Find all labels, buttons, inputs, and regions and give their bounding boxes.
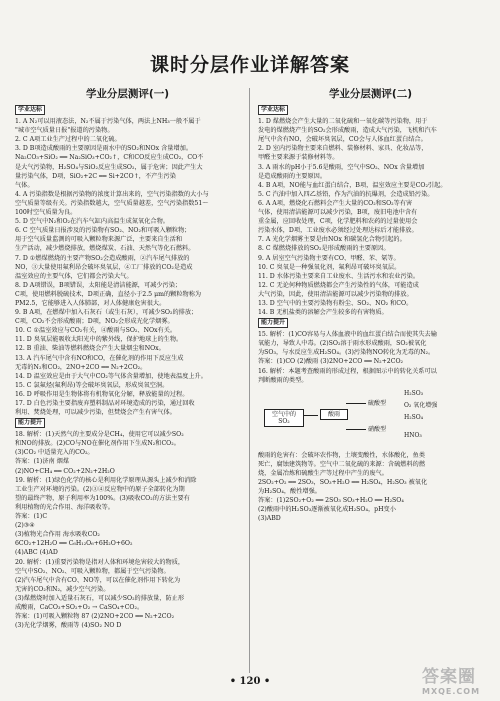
left-tag-advanced: 能力提升 bbox=[15, 418, 45, 428]
answer-line: 14. D 温室效应是由于大气中CO₂等气体含量增加，使地表温度上升。 bbox=[15, 372, 207, 380]
answer-line: 用于空气质量监测的可吸入颗粒物来源广泛，主要来自生活和 bbox=[15, 236, 183, 244]
answer-line: 7. A 光化学烟雾主要是由NOx 和碳氢化合物引起的。 bbox=[258, 236, 406, 244]
answer-line: 烧，金属冶炼和硫酸生产等过程中产生的废气。 bbox=[258, 469, 388, 477]
right-section-title: 学业分层测评(二) bbox=[328, 88, 413, 100]
diagram-h2so4: H₂SO₄ bbox=[404, 413, 424, 421]
answer-line: 100时空气质量为良。 bbox=[15, 209, 77, 217]
diagram-arrow-1 bbox=[304, 415, 318, 416]
answer-line: 13. D 空气中的主要污染物有粉尘、SO₂、NO₂ 和CO。 bbox=[258, 299, 413, 307]
page-number: • 120 • bbox=[229, 676, 271, 687]
diagram-hno3: HNO₃ bbox=[404, 431, 422, 439]
right-advanced-answers-cont bbox=[258, 451, 483, 524]
answer-line: (2)汽车尾气中含有CO、NO等，可以在催化剂作用下转化为 bbox=[15, 576, 181, 584]
left-advanced-answers bbox=[15, 430, 240, 630]
answer-line: 15. C 氯氟烃(氟利昂)等会破坏臭氧层，形成臭氧空洞。 bbox=[15, 381, 169, 389]
diagram-box-acid-rain: 酸雨 bbox=[320, 409, 348, 420]
answer-line: 3. A 雨水的pH小于5.6是酸雨，空气中SO₂、NOx 含量增加 bbox=[258, 163, 425, 171]
answer-line: 尾气中含有NO，会破坏臭氧层，CO会与人体血红蛋白结合。 bbox=[258, 136, 427, 144]
answer-line: 2SO₂+O₂ ══ 2SO₃，SO₃+H₂O ══ H₂SO₄，H₂SO₃ 被氧化 bbox=[258, 479, 428, 486]
answer-line: 利用、焚烧处理，可以减少污染，但焚烧会产生有害气体。 bbox=[15, 409, 176, 417]
right-answers bbox=[258, 117, 483, 317]
answer-line: 15. 解析：(1)CO容易与人体血液中的血红蛋白结合而使其失去输 bbox=[258, 331, 437, 339]
left-tag-basic: 学业达标 bbox=[15, 105, 45, 115]
answer-line: 13. A 汽车尾气中含有NO和CO，在催化剂的作用下反应生成 bbox=[15, 354, 184, 362]
answer-line: 答案：(1)C bbox=[15, 513, 48, 521]
answer-line: 成酸雨，CaCO₃+SO₂+O₂ → CaSO₄+CO₂。 bbox=[15, 603, 144, 611]
answer-line: 20. 解析：(1)重要污染物是指对人体和环境危害较大的物质， bbox=[15, 558, 185, 566]
answer-line: 17. D 白色污染主要指废弃塑料制品对环境造成的污染，通过回收 bbox=[15, 400, 195, 407]
answer-line: 无毒的N₂和CO₂，2NO+2CO ══ N₂+2CO₂。 bbox=[15, 363, 147, 371]
answer-line: 答案：(1)2SO₂+O₂ ══ 2SO₃ SO₃+H₂O ══ H₂SO₄ bbox=[258, 497, 404, 505]
answer-line: 量污染气体，D项，SiO₂+2C ══ Si+2CO↑，不产生污染 bbox=[15, 172, 176, 180]
column-divider bbox=[249, 88, 250, 673]
answer-line: 2. D 室内污染物主要来自燃料、装修材料、家具、化妆品等， bbox=[258, 145, 428, 153]
diagram-label-nitrate: 硝酸型 bbox=[368, 425, 387, 433]
answer-line: (3)ABD bbox=[258, 515, 281, 523]
answer-line: 空气中SO₂、NO₂、可吸入颗粒物，都属于空气污染物。 bbox=[15, 567, 170, 575]
answer-line: 16. 解析：本题考查酸雨的形成过程，根据图示中的转化关系可以 bbox=[258, 367, 437, 375]
answer-line: 12. C 无论何种物质燃烧都会产生污染性的气体，可能造成 bbox=[258, 281, 419, 289]
right-column bbox=[258, 90, 483, 523]
answer-line: 6. A A项，燃烧化石燃料会产生大量的CO₂和SO₂等有害 bbox=[258, 199, 413, 207]
answer-line: 8. D A项错误，B项错误，太阳能是清洁能源，可减少污染； bbox=[15, 281, 182, 289]
answer-line: 利用植物的光合作用、海洋吸收等。 bbox=[15, 503, 114, 511]
diagram-box-air: 空气中的 SO₂ bbox=[264, 409, 304, 427]
answer-line: 死亡，腐蚀建筑物等。空气中二氧化硫的来源：含硫燃料的燃 bbox=[258, 460, 426, 468]
answer-line: 污染水体，D项，工业废水必须经过处理达标后才能排放。 bbox=[258, 227, 418, 235]
answer-line: 1. D 煤燃烧会产生大量的二氧化硫和一氧化碳等污染物，用于 bbox=[258, 118, 428, 126]
answer-line: 生产活动，减少燃烧排放，燃烧煤炭、石油、天然气等化石燃料。 bbox=[15, 245, 195, 253]
answer-line: 为H₂SO₄，酸性增强。 bbox=[258, 488, 321, 496]
acid-rain-diagram bbox=[264, 389, 474, 447]
answer-line: 9. A 居室空气污染物主要有CO、甲醛、苯、氡等。 bbox=[258, 254, 400, 262]
answer-line: (2)③④ bbox=[15, 522, 35, 530]
answer-line: 19. 解析：(1)绿色化学的核心是利用化学原理从源头上减少和消除 bbox=[15, 476, 197, 484]
answer-line: (4)ABC (4)AD bbox=[15, 549, 58, 557]
answer-line: (3)CO₂ 中适量充入的CO₂。 bbox=[15, 449, 94, 457]
answer-line: 18. 解析：(1)天然气的主要成分是CH₄，使用它可以减少SO₂ bbox=[15, 431, 184, 439]
answer-line: 气体，使用清洁能源可以减少污染，B项，废旧电池中含有 bbox=[258, 209, 418, 217]
answer-line: 无害的CO₂和N₂，减少空气污染。 bbox=[15, 585, 110, 593]
answer-line: C项，CO₂不会形成酸雨；D项，NO₂会形成光化学烟雾。 bbox=[15, 318, 174, 326]
answer-line: (3)煤燃烧时加入适量石灰石，可以减少SO₂的排放量，防止形 bbox=[15, 594, 185, 602]
answer-line: (2)酸雨中的H₂SO₃逐渐被氧化成H₂SO₄，pH变小 bbox=[258, 506, 396, 514]
answer-line: 甲醛主要来源于装修材料等。 bbox=[258, 154, 339, 162]
answer-line: 重金属，应回收处理，C项，化学肥料和农药的过量使用会 bbox=[258, 218, 418, 226]
answer-line: 大气污染，因此，使用清洁能源可以减少污染物的排放。 bbox=[258, 290, 413, 298]
answer-line: 答案：(1)可吸入颗粒物 87 (2)2NO+2CO ══ N₂+2CO₂ bbox=[15, 613, 175, 621]
answer-line: 6. C 空气质量日报涉及的污染物有SO₂、NO₂和可吸入颗粒物； bbox=[15, 227, 191, 235]
answer-line: NO，③大量使用氟利昂会破坏臭氧层，④工厂排放的CO₂是造成 bbox=[15, 263, 193, 271]
site-watermark-logo bbox=[422, 662, 494, 696]
answer-line: 为SO₃，与水反应生成H₂SO₄。(3)污染物NO转化为无毒的N₂。 bbox=[258, 349, 435, 357]
answer-line: 10. C 臭氧是一种强氧化剂，氟利昂可破坏臭氧层。 bbox=[258, 263, 401, 271]
watermark-text: 答案圈 bbox=[422, 667, 476, 687]
diagram-oxidation: O₂ 氧化增强 bbox=[404, 401, 438, 409]
answer-line: 答案：(1)济南 烟煤 bbox=[15, 458, 70, 466]
diagram-arrow-down bbox=[346, 429, 366, 430]
answer-line: 答案：(1)CO (2)酸雨 (3)2NO+2CO ══ N₂+2CO₂ bbox=[258, 358, 404, 366]
diagram-label-sulfur: 硫酸型 bbox=[368, 399, 387, 407]
answer-line: 酸雨的危害有：会破坏农作物，土壤变酸性，水体酸化，鱼类 bbox=[258, 451, 426, 459]
answer-line: "城市空气质量日报"报道的污染物。 bbox=[15, 127, 114, 135]
answer-line: 8. C 煤燃烧排放的SO₂是形成酸雨的主要原因。 bbox=[258, 245, 390, 253]
answer-line: C项，使用燃料脱硫技术，D项正确，直径小于2.5 μm的颗粒物称为 bbox=[15, 290, 202, 298]
answer-line: 1. A N₂可以用液态法，N₂不属于污染气体，两法上NH₃一般不属于 bbox=[15, 118, 201, 126]
answer-line: 6CO₂+12H₂O ══ C₆H₁₂O₆+6H₂O+6O₂ bbox=[15, 540, 133, 548]
left-section-title: 学业分层测评(一) bbox=[85, 88, 170, 100]
left-column bbox=[15, 90, 240, 630]
answer-line: 和NO的排放。(2)CO与NO在催化剂作用下生成N₂和CO₂。 bbox=[15, 440, 180, 448]
answer-line: PM2.5，它能够进入人体肺部，对人体健康危害很大。 bbox=[15, 299, 166, 307]
answer-line: 气体。 bbox=[15, 181, 34, 189]
answer-line: 工业生产对环境的污染。(2)③④反应物中的原子全部转化为期 bbox=[15, 485, 185, 493]
answer-line: 7. D ①燃煤燃烧的主要产物SO₂会造成酸雨，②汽车尾气排放的 bbox=[15, 254, 190, 262]
answer-line: 是大气污染物，H₂SO₄与SiO₂反应生成SO₂，属于危害；因此产生大 bbox=[15, 163, 203, 171]
answer-line: 发电的煤燃烧产生的SO₂会形成酸雨，造成大气污染，飞机和汽车 bbox=[258, 127, 437, 135]
answer-line: (3)植物光合作用 海水吸收CO₂ bbox=[15, 531, 100, 539]
answer-line: 望的最终产物，原子利用率为100%。(3)吸收CO₂的方法主要有 bbox=[15, 494, 190, 502]
left-answers bbox=[15, 117, 240, 417]
answer-line: (3)光化学烟雾，酸雨等 (4)SO₂ NO D bbox=[15, 622, 122, 630]
answer-line: 11. D 水体污染主要来自工业废水、生活污水和农业污染。 bbox=[258, 272, 420, 280]
answer-line: 氧能力，导致人中毒。(2)SO₂溶于雨水形成酸雨，SO₂被氧化 bbox=[258, 340, 427, 348]
right-tag-basic: 学业达标 bbox=[258, 105, 288, 115]
answer-line: 10. C ①温室效应与CO₂有关，④酸雨与SO₂、NOx有关。 bbox=[15, 327, 177, 335]
answer-line: 空气质量等级有关。污染指数越大，空气质量越差，空气污染指数51～ bbox=[15, 199, 209, 207]
answer-line: 温室效应的主要气体，它们都会污染大气。 bbox=[15, 272, 133, 280]
right-tag-advanced: 能力提升 bbox=[258, 318, 288, 328]
diagram-h2so3: H₂SO₃ bbox=[404, 389, 424, 397]
answer-line: 5. D 空气中N₂和O₂在汽车气缸内高温生成氮氧化合物。 bbox=[15, 218, 169, 226]
answer-line: 4. A 污染指数是根据污染物的浓度计算出来的，空气污染指数的大小与 bbox=[15, 190, 209, 198]
watermark-url: MXQE.COM bbox=[422, 687, 481, 696]
answer-line: 4. B A项，NO能与血红蛋白结合，B项，温室效应主要是CO₂引起。 bbox=[258, 181, 447, 189]
answer-line: 5. C 汽油中加入四乙基铅，作为汽油的抗爆剂，会造成铅污染。 bbox=[258, 190, 434, 198]
answer-line: 3. D B项造成酸雨的主要原因是雨水中的SO₂和NOx 含量增加。 bbox=[15, 145, 193, 153]
right-advanced-answers bbox=[258, 330, 483, 385]
answer-line: (2)NO+CH₄ ══ CO₂+2N₂+2H₂O bbox=[15, 467, 115, 475]
answer-line: 是造成酸雨的主要原因。 bbox=[258, 172, 327, 180]
answer-line: 2. C A项工业生产过程中的二氧化硫。 bbox=[15, 136, 121, 144]
page-title: 课时分层作业详解答案 bbox=[149, 54, 350, 76]
answer-line: 9. B A项，在燃煤中加入石灰石（或生石灰），可减少SO₂的排放； bbox=[15, 309, 198, 317]
answer-line: 11. D 臭氧层能吸收太阳光中的紫外线，保护地球上的生物。 bbox=[15, 336, 183, 344]
answer-line: 12. B 重油、柴油等燃料燃烧会产生大量烟尘和NOx。 bbox=[15, 345, 165, 353]
diagram-arrow-up bbox=[346, 403, 366, 404]
answer-line: 14. B 无机盐类的溶解会产生较多的有害物质。 bbox=[258, 309, 388, 317]
answer-line: Na₂CO₃+SiO₂ ══ Na₂SiO₃+CO₂↑，C和CO反应生成CO₂，CO不 bbox=[15, 154, 204, 162]
answer-line: 判断酸雨的类型。 bbox=[258, 376, 308, 384]
answer-line: 16. D 呼吸作用是生物体将有机物氧化分解，释放能量的过程。 bbox=[15, 390, 189, 398]
